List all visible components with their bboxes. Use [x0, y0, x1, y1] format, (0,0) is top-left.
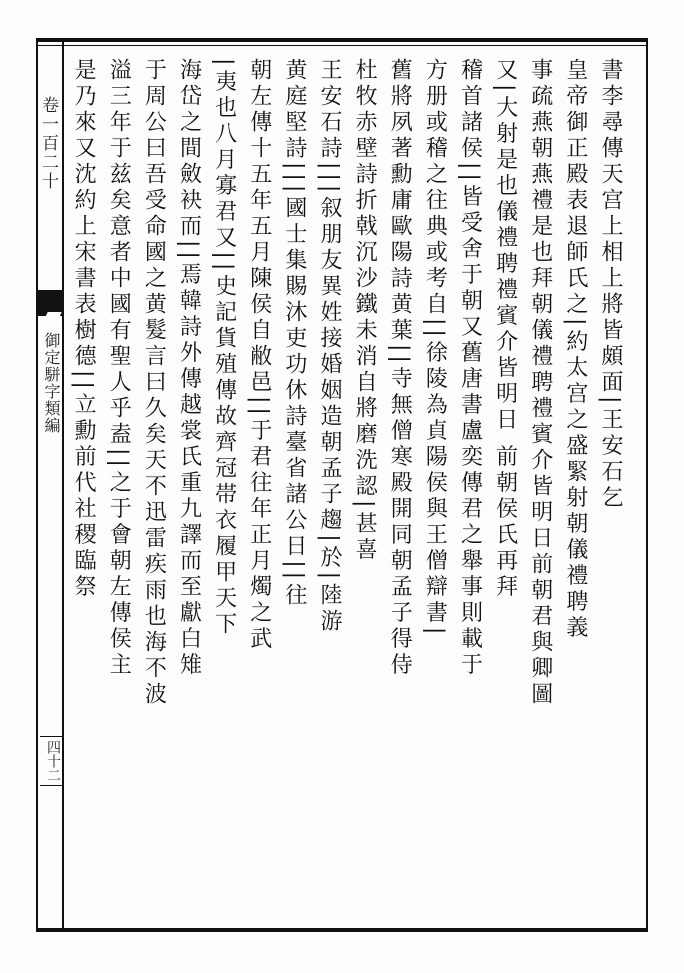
- top-border-thick: [36, 38, 648, 42]
- text-column-14: 于周公曰吾受命國之黄髮言曰久矣天不迅雷疾雨也海不波: [141, 58, 167, 708]
- text-column-6: 方册或稽之往典或考自||徐陵為貞陽侯與王僧辯書|: [422, 58, 448, 639]
- text-column-10: 黄庭堅詩|||國士集賜沐吏功休詩臺省諸公日||往: [281, 58, 307, 610]
- book-title: 御定駢字類編: [42, 332, 61, 434]
- text-column-16: 是乃來又沈約上宋書表樹德||立勳前代社稷臨祭: [71, 58, 97, 601]
- text-column-7: 舊將夙著勳庸歐陽詩黄葉||寺無僧寒殿開同朝孟子得侍: [387, 58, 413, 679]
- right-frame-line: [646, 38, 648, 932]
- text-column-1: 書李尋傳天宫上相上將皆頗面|王安石乞: [598, 58, 623, 512]
- text-column-15: 溢三年于兹矣意者中國有聖人乎盍||之于會朝左傳侯主: [106, 58, 132, 679]
- page-number: 四十二: [40, 736, 62, 786]
- margin-title: 卷一百二十: [38, 96, 58, 191]
- top-border-thin: [36, 45, 648, 46]
- text-column-3: 事疏燕朝燕禮是也拜朝儀禮聘禮賓介皆明日前朝君與卿圖: [527, 58, 553, 708]
- text-column-4: 又|大射是也儀禮聘禮賓介皆明日 前朝侯氏再拜: [492, 58, 518, 601]
- text-column-5: 稽首諸侯||皆受舍于朝又舊唐書盧奕傳君之舉事則載于: [457, 58, 483, 679]
- text-column-8: 杜牧赤壁詩折戟沉沙鐵未消自將磨洗認|甚喜: [352, 58, 378, 564]
- text-column-2: 皇帝御正殿表退師氏之|約太宫之盛緊射朝儀禮聘義: [562, 58, 588, 642]
- text-column-13: 海岱之間斂袂而||焉韓詩外傳越裳氏重九譯而至獻白雉: [176, 58, 202, 679]
- text-column-12: |夷也八月寡君又||史記貨殖傳故齊冠帯衣履甲天下: [211, 58, 237, 639]
- text-column-9: 王安石詩|||叙朋友異姓接婚姻造朝孟子趨|於|陸游: [317, 58, 342, 636]
- bottom-border: [36, 928, 648, 932]
- page-gutter: [36, 42, 64, 928]
- text-column-11: 朝左傳十五年五月陳侯自敝邑||于君往年正月燭之武: [246, 58, 272, 653]
